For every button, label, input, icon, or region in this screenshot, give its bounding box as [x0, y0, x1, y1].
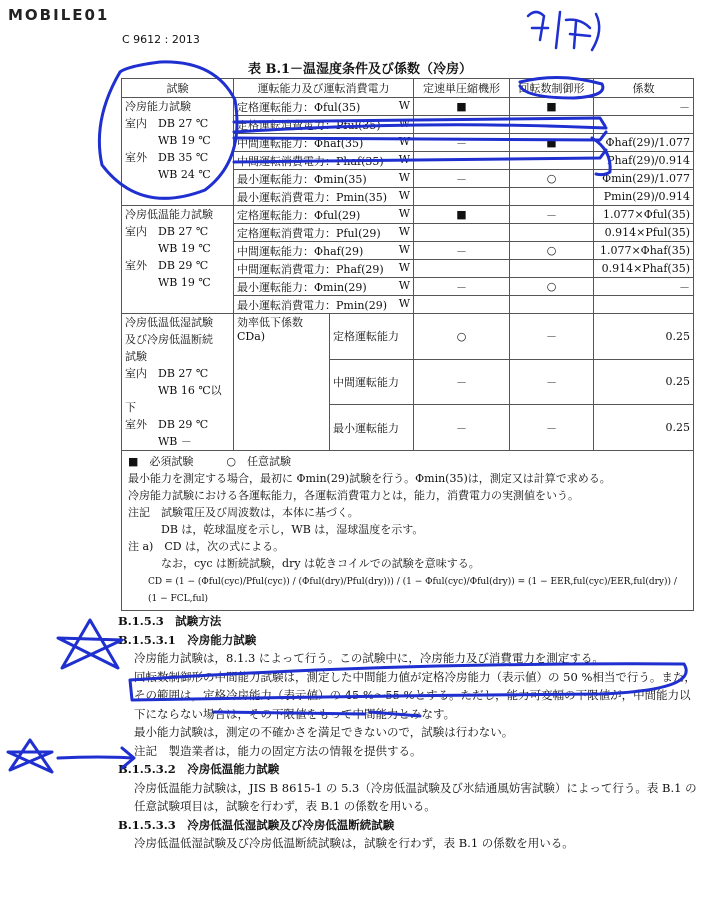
- cell-fixed: －: [414, 359, 510, 405]
- capacity-item: 定格運転消費電力：Pful(35) W: [234, 116, 414, 134]
- table-row: [122, 314, 694, 360]
- capacity-item: 中間運転能力：Φhaf(35) W: [234, 134, 414, 152]
- cell-fixed: －: [414, 242, 510, 260]
- cell-fixed: ■: [414, 98, 510, 116]
- cell-inverter: [510, 188, 594, 206]
- subsection-heading: B.1.5.3.1 冷房能力試験: [118, 632, 257, 647]
- cell-fixed: [414, 224, 510, 242]
- test-condition-line: 冷房低温低湿試験: [125, 316, 213, 329]
- cell-inverter: ○: [510, 242, 594, 260]
- annotation-star: [58, 620, 122, 668]
- cell-fixed: [414, 188, 510, 206]
- test-condition-line: WB 19 ℃: [125, 134, 211, 147]
- annotation-star: [8, 740, 52, 772]
- capacity-item: 中間運転能力：Φhaf(29) W: [234, 242, 414, 260]
- conditions-table: [121, 78, 694, 611]
- section-heading: B.1.5.3 試験方法: [118, 614, 222, 628]
- header-coef: 係数: [594, 79, 694, 98]
- capacity-item: 中間運転消費電力：Phaf(35) W: [234, 152, 414, 170]
- capacity-item: 定格運転消費電力：Pful(29) W: [234, 224, 414, 242]
- cell-inverter: ■: [510, 134, 594, 152]
- watermark-logo: MOBILE01: [8, 6, 110, 24]
- test-condition-line: WB 19 ℃: [125, 276, 211, 289]
- test-condition-line: WB －: [125, 435, 192, 448]
- capacity-item: 最小運転消費電力：Pmin(35) W: [234, 188, 414, 206]
- capacity-item: 中間運転消費電力：Phaf(29) W: [234, 260, 414, 278]
- cell-coef: 1.077×Φhaf(35): [594, 242, 694, 260]
- group-low-temp: [122, 206, 694, 314]
- cell-fixed: ○: [414, 314, 510, 360]
- cell-coef: 0.25: [594, 359, 694, 405]
- handwritten-glyph: [528, 12, 599, 50]
- capacity-item: 定格運転能力：Φful(35) W: [234, 98, 414, 116]
- paragraph: 冷房能力試験は，8.1.3 によって行う。この試験中に，冷房能力及び消費電力を測定する。: [134, 651, 604, 665]
- efficiency-factor: [234, 314, 330, 451]
- cell-fixed: －: [414, 134, 510, 152]
- unit: W: [398, 260, 410, 274]
- cell-inverter: [510, 296, 594, 314]
- cell-fixed: ■: [414, 206, 510, 224]
- cell-fixed: －: [414, 405, 510, 451]
- cell-fixed: －: [414, 278, 510, 296]
- cell-coef: [594, 116, 694, 134]
- test-condition-line: 試験: [125, 350, 147, 363]
- header-inverter: 回転数制御形: [510, 79, 594, 98]
- capacity-item: 最小運転能力: [330, 405, 414, 451]
- subsection-heading: B.1.5.3.3 冷房低温低湿試験及び冷房低温断続試験: [118, 817, 395, 832]
- cell-inverter: ○: [510, 278, 594, 296]
- unit: W: [398, 134, 410, 148]
- cell-fixed: [414, 152, 510, 170]
- test-condition-line: 冷房低温能力試験: [125, 208, 213, 221]
- cell-coef: Φmin(29)/1.077: [594, 170, 694, 188]
- cell-coef: －: [594, 278, 694, 296]
- cell-inverter: [510, 152, 594, 170]
- cell-coef: －: [594, 98, 694, 116]
- table-row: [122, 98, 694, 116]
- note-line: なお，cyc は断続試験，dry は乾きコイルでの試験を意味する。: [128, 557, 480, 570]
- test-conditions: [122, 314, 234, 451]
- header-fixed: 定速単圧縮機形: [414, 79, 510, 98]
- capacity-item: 最小運転消費電力：Pmin(29) W: [234, 296, 414, 314]
- cell-inverter: [510, 116, 594, 134]
- test-condition-line: 室外 DB 29 ℃: [125, 418, 209, 431]
- unit: W: [398, 170, 410, 184]
- cell-coef: [594, 296, 694, 314]
- cd-formula: CD = (1 − (Φful(cyc)/Pful(cyc)) / (Φful(dry)/Pful(dry))) / (1 − Φful(cyc)/Φful(dry)) = (1 − EER,ful(cyc)/EER,ful(dry)) / (1 − FCL,ful): [148, 577, 677, 604]
- capacity-item: 最小運転能力：Φmin(35) W: [234, 170, 414, 188]
- unit: W: [398, 98, 410, 112]
- cell-fixed: [414, 116, 510, 134]
- note-line: 注記 試験電圧及び周波数は，本体に基づく。: [128, 506, 359, 519]
- cell-coef: Φhaf(29)/1.077: [594, 134, 694, 152]
- standard-number: C 9612 : 2013: [122, 33, 200, 46]
- cell-inverter: －: [510, 359, 594, 405]
- unit: W: [398, 278, 410, 292]
- cell-coef: Pmin(29)/0.914: [594, 188, 694, 206]
- cell-fixed: [414, 296, 510, 314]
- paragraph: 最小能力試験は，測定の不確かさを満足できないので，試験は行わない。: [134, 725, 514, 739]
- cell-coef: 0.914×Phaf(35): [594, 260, 694, 278]
- unit: W: [398, 116, 410, 130]
- table-notes: [122, 451, 694, 611]
- test-conditions: [122, 98, 234, 206]
- cell-inverter: ○: [510, 170, 594, 188]
- cell-fixed: [414, 260, 510, 278]
- capacity-item: 定格運転能力: [330, 314, 414, 360]
- test-condition-line: WB 24 ℃: [125, 168, 211, 181]
- table-row: [122, 206, 694, 224]
- cell-inverter: －: [510, 314, 594, 360]
- capacity-item: 定格運転能力：Φful(29) W: [234, 206, 414, 224]
- note-line: 注 a) CD は，次の式による。: [128, 540, 285, 553]
- unit: W: [398, 296, 410, 310]
- header-test: 試験: [122, 79, 234, 98]
- paragraph: 冷房低温低湿試験及び冷房低温断続試験は，試験を行わず，表 B.1 の係数を用いる。: [134, 836, 574, 850]
- note-line: 冷房能力試験における各運転能力，各運転消費電力とは，能力，消費電力の実測値をいう。: [128, 489, 579, 502]
- test-condition-line: 室外 DB 29 ℃: [125, 259, 209, 272]
- cell-inverter: [510, 260, 594, 278]
- test-condition-line: 室内 DB 27 ℃: [125, 367, 209, 380]
- unit: W: [398, 188, 410, 202]
- test-condition-line: WB 19 ℃: [125, 242, 211, 255]
- cell-fixed: －: [414, 170, 510, 188]
- subsection-heading: B.1.5.3.2 冷房低温能力試験: [118, 762, 280, 776]
- paragraph: 回転数制御形の中間能力試験は，測定した中間能力値が定格冷房能力（表示値）の 50 %相当で行う。また，その範囲は，定格冷房能力（表示値）の 45 %～55 %とする。ただし，能力可変幅の下限値が，中間能力以下にならない場合は，その下限値をもって中間能力とみなす。: [134, 669, 696, 721]
- note-line: ■ 必須試験 ○ 任意試験: [128, 455, 291, 468]
- paragraph: 冷房低温能力試験は，JIS B 8615-1 の 5.3（冷房低温試験及び氷結通風妨害試験）によって行う。表 B.1 の任意試験項目は，試験を行わず，表 B.1 の係数を用いる。: [134, 780, 697, 813]
- test-condition-line: 冷房能力試験: [125, 100, 191, 113]
- cell-coef: 0.25: [594, 314, 694, 360]
- test-condition-line: WB 16 ℃以下: [125, 384, 222, 414]
- cell-inverter: －: [510, 206, 594, 224]
- capacity-item: 中間運転能力: [330, 359, 414, 405]
- unit: W: [398, 206, 410, 220]
- header-capacity: 運転能力及び運転消費電力: [234, 79, 414, 98]
- capacity-item: 最小運転能力：Φmin(29) W: [234, 278, 414, 296]
- unit: W: [398, 242, 410, 256]
- cell-inverter: [510, 224, 594, 242]
- unit: W: [398, 224, 410, 238]
- cell-inverter: ■: [510, 98, 594, 116]
- note-line: 最小能力を測定する場合，最初に Φmin(29)試験を行う。Φmin(35)は，測定又は計算で求める。: [128, 472, 611, 485]
- test-condition-line: 室外 DB 35 ℃: [125, 151, 209, 164]
- test-condition-line: 及び冷房低温断続: [125, 333, 213, 346]
- group-low-humidity: [122, 314, 694, 451]
- test-condition-line: 室内 DB 27 ℃: [125, 117, 209, 130]
- cell-coef: 0.914×Pful(35): [594, 224, 694, 242]
- factor-label: 効率低下係数: [237, 316, 303, 329]
- body-text: [118, 612, 698, 853]
- cell-coef: Phaf(29)/0.914: [594, 152, 694, 170]
- group-cooling: [122, 98, 694, 206]
- test-condition-line: 室内 DB 27 ℃: [125, 225, 209, 238]
- unit: W: [398, 152, 410, 166]
- test-conditions: [122, 206, 234, 314]
- note: 注記 製造業者は，能力の固定方法の情報を提供する。: [134, 743, 422, 758]
- table-title: 表 B.1－温湿度条件及び係数（冷房）: [247, 62, 473, 77]
- cell-inverter: －: [510, 405, 594, 451]
- cell-coef: 1.077×Φful(35): [594, 206, 694, 224]
- note-line: DB は，乾球温度を示し，WB は，湿球温度を示す。: [128, 523, 424, 536]
- factor-symbol: CDa): [237, 330, 266, 343]
- cell-coef: 0.25: [594, 405, 694, 451]
